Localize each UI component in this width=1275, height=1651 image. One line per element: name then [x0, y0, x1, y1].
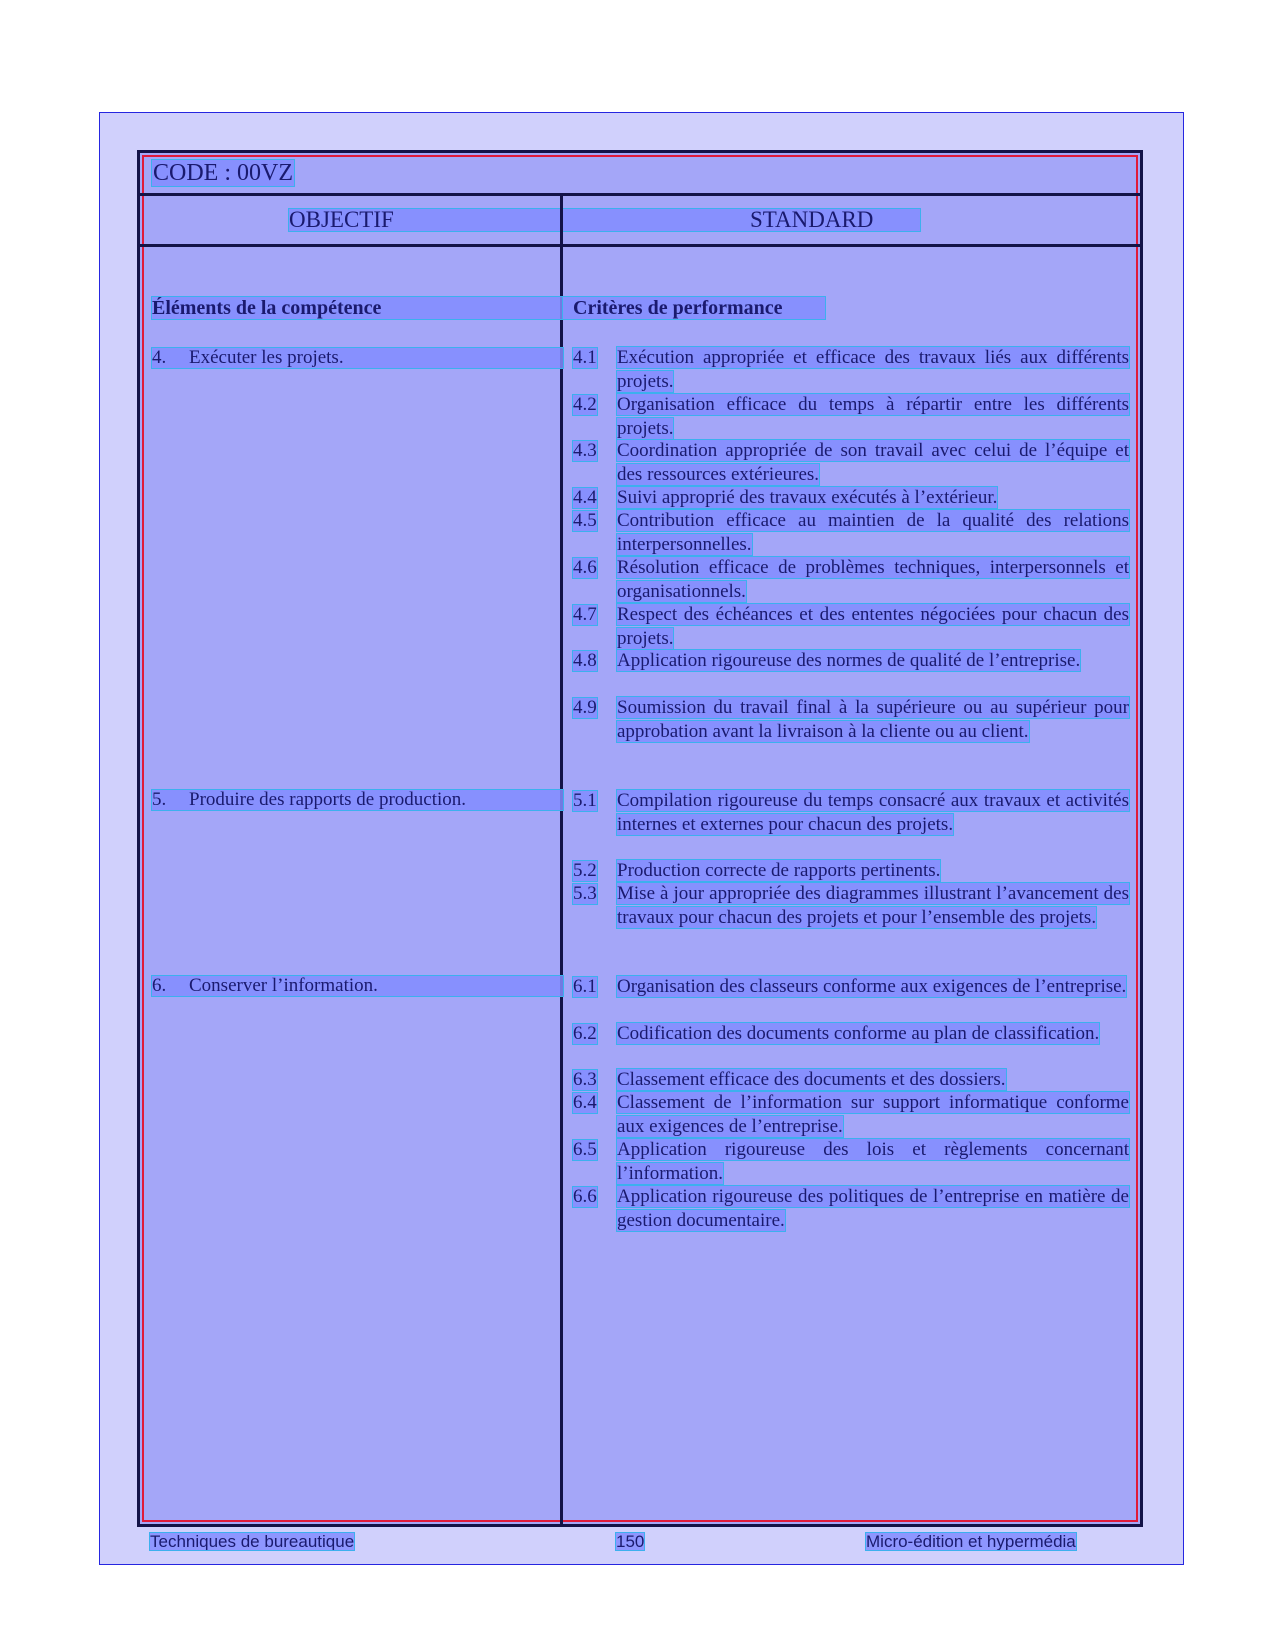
criterion-number: 6.4 [573, 1092, 597, 1113]
criterion-item [573, 1185, 1129, 1234]
element-number: 5. [152, 789, 167, 810]
criterion-number: 4.2 [573, 394, 597, 415]
competency-table [137, 150, 1143, 1527]
criterion-text: Exécution appropriée et efficace des travaux liés aux différents projets. [617, 347, 1129, 393]
criterion-number: 6.1 [573, 976, 597, 997]
element-text: Produire des rapports de production. [189, 789, 467, 810]
criterion-item [573, 346, 1129, 395]
criterion-text: Coordination appropriée de son travail avec celui de l’équipe et des ressources extérieures. [617, 440, 1129, 486]
criterion-item [573, 1138, 1129, 1187]
criterion-text: Mise à jour appropriée des diagrammes illustrant l’avancement des travaux pour chacun des projets et pour l’ensemble des projets. [617, 883, 1129, 929]
criterion-text: Organisation efficace du temps à répartir entre les différents projets. [617, 394, 1129, 440]
criterion-item [573, 649, 1129, 673]
criterion-text: Application rigoureuse des normes de qualité de l’entreprise. [617, 650, 1081, 671]
criterion-number: 6.3 [573, 1069, 597, 1090]
criteria-heading: Critères de performance [563, 297, 825, 319]
element-item [152, 790, 563, 810]
criterion-number: 5.1 [573, 790, 597, 811]
criterion-item [573, 696, 1129, 745]
criterion-text: Suivi approprié des travaux exécutés à l’extérieur. [617, 487, 998, 508]
element-item [152, 976, 563, 996]
criterion-text: Production correcte de rapports pertinents. [617, 860, 941, 881]
criterion-item [573, 393, 1129, 442]
criterion-text: Compilation rigoureuse du temps consacré aux travaux et activités internes et externes pour chacun des projets. [617, 790, 1129, 836]
criterion-item [573, 486, 1129, 510]
objective-header: OBJECTIF [289, 207, 394, 232]
criterion-number: 4.8 [573, 650, 597, 671]
footer-title: Micro-édition et hypermédia [866, 1532, 1076, 1551]
criterion-number: 4.5 [573, 510, 597, 531]
criterion-item [573, 859, 1129, 883]
criterion-item [573, 1068, 1129, 1092]
criterion-text: Organisation des classeurs conforme aux exigences de l’entreprise. [617, 976, 1127, 997]
footer-program: Techniques de bureautique [150, 1532, 355, 1551]
column-divider [560, 196, 563, 1524]
criterion-number: 4.6 [573, 557, 597, 578]
footer-page-number: 150 [616, 1532, 645, 1551]
criterion-item [573, 975, 1129, 999]
criterion-text: Respect des échéances et des ententes négociées pour chacun des projets. [617, 604, 1129, 650]
criterion-number: 4.7 [573, 604, 597, 625]
criterion-number: 4.9 [573, 697, 597, 718]
element-text: Conserver l’information. [189, 975, 378, 996]
criterion-text: Codification des documents conforme au plan de classification. [617, 1023, 1100, 1044]
criterion-item [573, 439, 1129, 488]
criterion-text: Application rigoureuse des lois et règlements concernant l’information. [617, 1139, 1129, 1185]
criterion-item [573, 603, 1129, 652]
criterion-text: Résolution efficace de problèmes techniques, interpersonnels et organisationnels. [617, 557, 1129, 603]
criterion-item [573, 556, 1129, 605]
criterion-number: 5.2 [573, 860, 597, 881]
criterion-text: Classement efficace des documents et des dossiers. [617, 1069, 1006, 1090]
criterion-text: Application rigoureuse des politiques de l’entreprise en matière de gestion documentaire. [617, 1186, 1129, 1232]
element-number: 4. [152, 347, 167, 368]
element-item [152, 348, 563, 368]
criterion-number: 4.3 [573, 440, 597, 461]
elements-heading: Éléments de la compétence [152, 297, 562, 319]
criterion-text: Soumission du travail final à la supérieure ou au supérieur pour approbation avant la livraison à la cliente ou au client. [617, 697, 1129, 743]
competency-code: CODE : 00VZ [153, 160, 293, 186]
standard-header: STANDARD [750, 207, 874, 232]
criterion-text: Contribution efficace au maintien de la qualité des relations interpersonnelles. [617, 510, 1129, 556]
criterion-item [573, 509, 1129, 558]
criterion-item [573, 1022, 1129, 1046]
criterion-item [573, 789, 1129, 838]
criterion-number: 6.5 [573, 1139, 597, 1160]
criterion-number: 6.6 [573, 1186, 597, 1207]
criterion-number: 6.2 [573, 1023, 597, 1044]
criterion-number: 4.4 [573, 487, 597, 508]
criterion-number: 5.3 [573, 883, 597, 904]
criterion-item [573, 1091, 1129, 1140]
code-row [140, 153, 1140, 196]
criterion-item [573, 882, 1129, 931]
element-number: 6. [152, 975, 167, 996]
criterion-number: 4.1 [573, 347, 597, 368]
criterion-text: Classement de l’information sur support informatique conforme aux exigences de l’entreprise. [617, 1092, 1129, 1138]
element-text: Exécuter les projets. [189, 347, 344, 368]
